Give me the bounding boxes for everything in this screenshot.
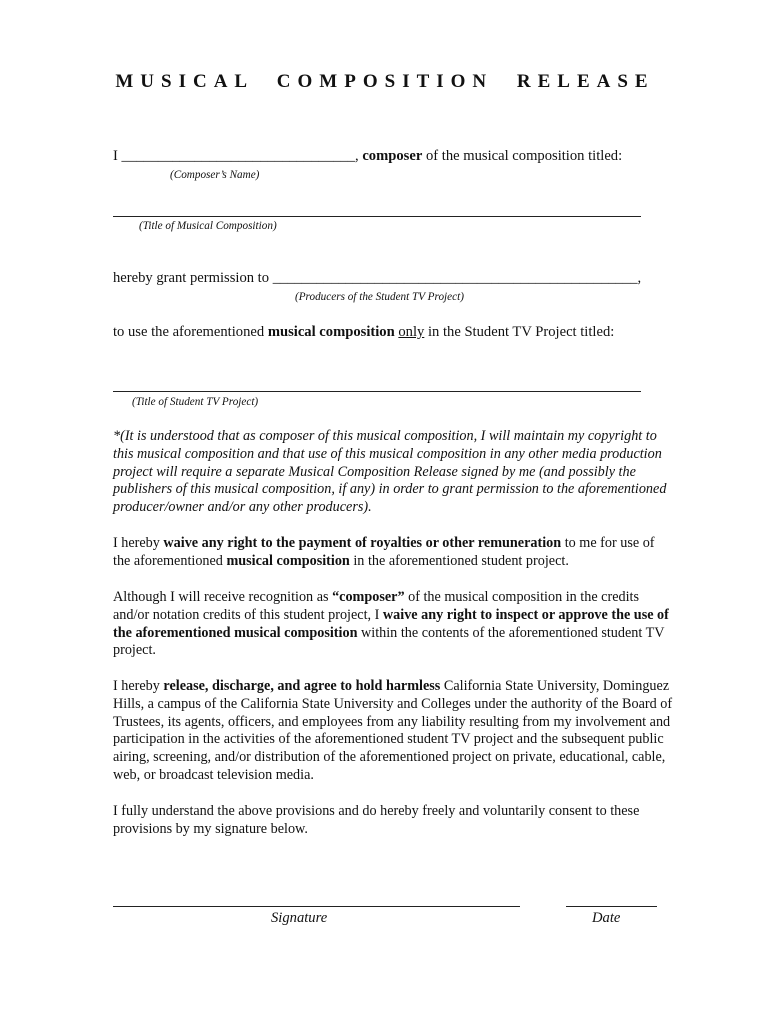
recognition-bold-1: “composer” <box>332 589 405 605</box>
composer-prefix: I <box>113 148 118 164</box>
grant-text: hereby grant permission to <box>113 270 270 286</box>
use-line-text-1: to use the aforementioned <box>113 324 265 340</box>
release-paragraph <box>113 678 673 785</box>
recognition-bold-2: waive any right to inspect or approve the use of the aforementioned musical composition <box>113 606 669 641</box>
recognition-text-1: Although I will receive recognition as <box>113 589 329 605</box>
use-line-only: only <box>398 324 425 340</box>
page-title: MUSICAL COMPOSITION RELEASE <box>115 71 655 92</box>
project-title-hint: (Title of Student TV Project) <box>132 396 259 408</box>
signature-field[interactable] <box>113 906 520 907</box>
producers-blank[interactable]: __________________________________________________, <box>272 270 642 286</box>
date-label: Date <box>592 910 621 926</box>
recognition-paragraph <box>113 589 673 660</box>
use-line-text-2: in the Student TV Project titled: <box>427 324 615 340</box>
composer-name-hint: (Composer’s Name) <box>170 169 260 181</box>
date-field[interactable] <box>566 906 657 907</box>
release-text-2: California State University, Dominguez Hills, a campus of the California State University and Colleges under the authority of the Board of Trustees, its agents, officers, and employees from any liability resulting from my involvement and participation in the activities of the aforementioned student TV project and the subsequent public airing, screening, and/or distribution of the aforementioned project on private, educational, cable, web, or broadcast television media. <box>113 678 673 783</box>
composer-word: composer <box>362 148 423 164</box>
signature-label: Signature <box>271 910 328 926</box>
waive-text-2: to me for use of the aforementioned <box>113 535 655 569</box>
recognition-text-3: within the contents of the aforementioned student TV project. <box>113 624 665 659</box>
composition-title-hint: (Title of Musical Composition) <box>139 220 277 232</box>
composition-title-field[interactable] <box>113 216 641 217</box>
waive-bold-2: musical composition <box>226 552 350 569</box>
waive-bold-1: waive any right to the payment of royalties or other remuneration <box>163 535 562 551</box>
grant-line <box>113 270 641 287</box>
waive-text-3: in the aforementioned student project. <box>353 552 569 569</box>
use-line <box>113 324 614 341</box>
copyright-note: *(It is understood that as composer of this musical composition, I will maintain my copyright to this musical composition and that use of this musical composition in any other media production project will require a separate Musical Composition Release signed by me (and possibly the publishers of this musical composition, if any) in order to grant permission to the aforementioned producer/owner and/or any other producers). <box>113 428 667 516</box>
producers-hint: (Producers of the Student TV Project) <box>295 291 464 303</box>
consent-paragraph: I fully understand the above provisions and do hereby freely and voluntarily consent to these provisions by my signature below. <box>113 803 640 837</box>
release-text-1: I hereby <box>113 678 160 694</box>
use-line-bold: musical composition <box>267 324 395 340</box>
recognition-text-2: of the musical composition in the credits and/or notation credits of this student project, I <box>113 589 640 623</box>
waive-royalties-paragraph <box>113 535 673 571</box>
composer-line-rest: of the musical composition titled: <box>425 148 623 164</box>
project-title-field[interactable] <box>113 391 641 392</box>
composer-line: I ________________________________, composer of the musical composition titled: <box>113 148 623 164</box>
release-bold: release, discharge, and agree to hold harmless <box>163 678 441 694</box>
composer-name-blank[interactable]: ________________________________ <box>121 148 356 164</box>
waive-text-1: I hereby <box>113 535 160 551</box>
